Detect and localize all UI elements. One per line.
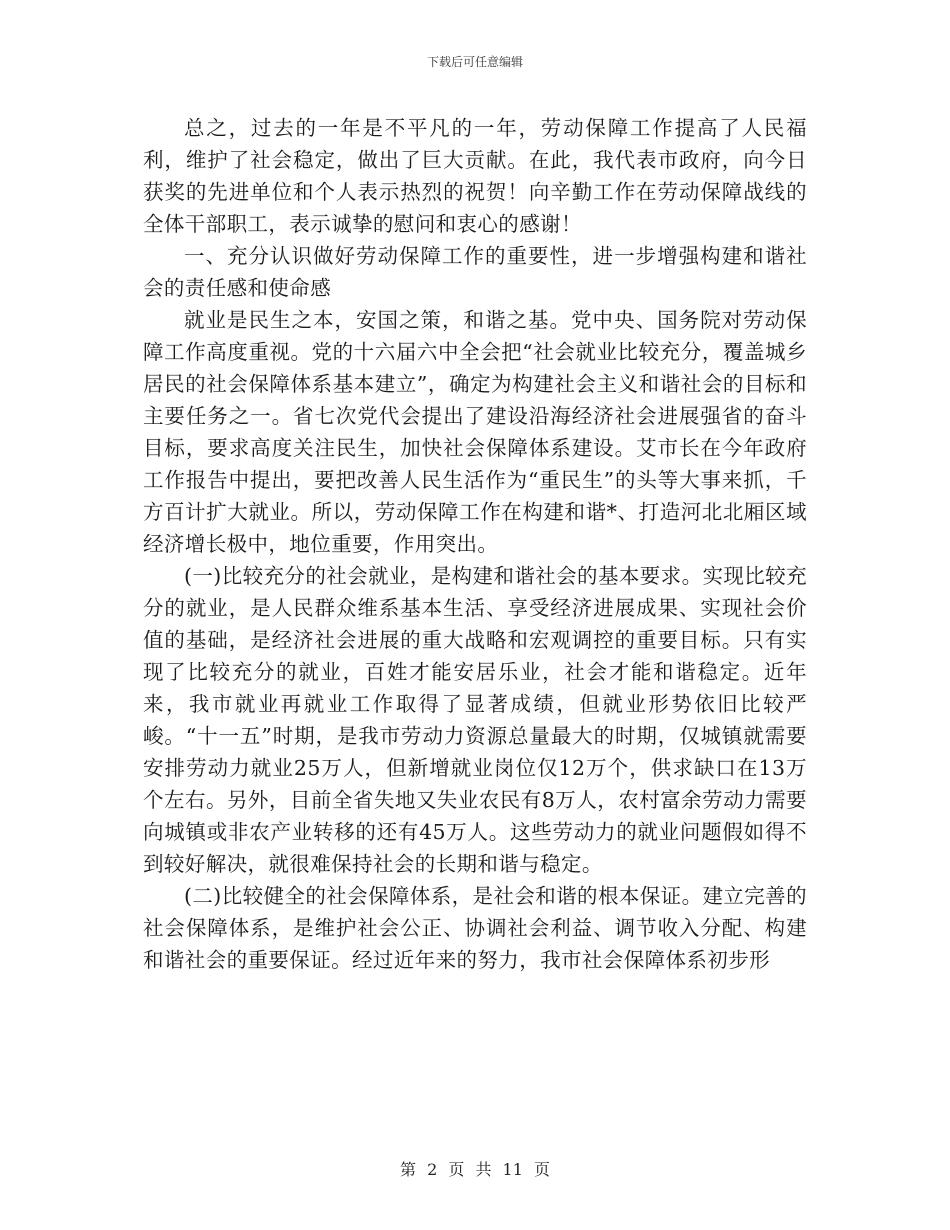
paragraph-point-2: (二)比较健全的社会保障体系，是社会和谐的根本保证。建立完善的社会保障体系，是维护社会公正、协调社会利益、调节收入分配、构建和谐社会的重要保证。经过近年来的努力，我市社会保障体系初步形 bbox=[143, 884, 807, 972]
section-heading-1: 一、充分认识做好劳动保障工作的重要性，进一步增强构建和谐社会的责任感和使命感 bbox=[143, 244, 807, 300]
paragraph-employment: 就业是民生之本，安国之策，和谐之基。党中央、国务院对劳动保障工作高度重视。党的十六届六中全会把“社会就业比较充分，覆盖城乡居民的社会保障体系基本建立”，确定为构建社会主义和谐社会的目标和主要任务之一。省七次党代会提出了建设沿海经济社会进展强省的奋斗目标，要求高度关注民生，加快社会保障体系建设。艾市长在今年政府工作报告中提出，要把改善人民生活作为“重民生”的头等大事来抓，千方百计扩大就业。所以，劳动保障工作在构建和谐*、打造河北北厢区域经济增长极中，地位重要，作用突出。 bbox=[143, 308, 807, 556]
page-header: 下载后可任意编辑 bbox=[426, 55, 523, 69]
page-number-footer: 第 2 页 共 11 页 bbox=[400, 1160, 550, 1179]
document-body bbox=[143, 112, 807, 976]
paragraph-point-1: (一)比较充分的社会就业，是构建和谐社会的基本要求。实现比较充分的就业，是人民群众维系基本生活、享受经济进展成果、实现社会价值的基础，是经济社会进展的重大战略和宏观调控的重要目标。只有实现了比较充分的就业，百姓才能安居乐业，社会才能和谐稳定。近年来，我市就业再就业工作取得了显著成绩，但就业形势依旧比较严峻。“十一五”时期，是我市劳动力资源总量最大的时期，仅城镇就需要安排劳动力就业25万人，但新增就业岗位仅12万个，供求缺口在13万个左右。另外，目前全省失地又失业农民有8万人，农村富余劳动力需要向城镇或非农产业转移的还有45万人。这些劳动力的就业问题假如得不到较好解决，就很难保持社会的长期和谐与稳定。 bbox=[143, 564, 807, 876]
paragraph-summary: 总之，过去的一年是不平凡的一年，劳动保障工作提高了人民福利，维护了社会稳定，做出了巨大贡献。在此，我代表市政府，向今日获奖的先进单位和个人表示热烈的祝贺！向辛勤工作在劳动保障战线的全体干部职工，表示诚挚的慰问和衷心的感谢！ bbox=[143, 116, 807, 236]
